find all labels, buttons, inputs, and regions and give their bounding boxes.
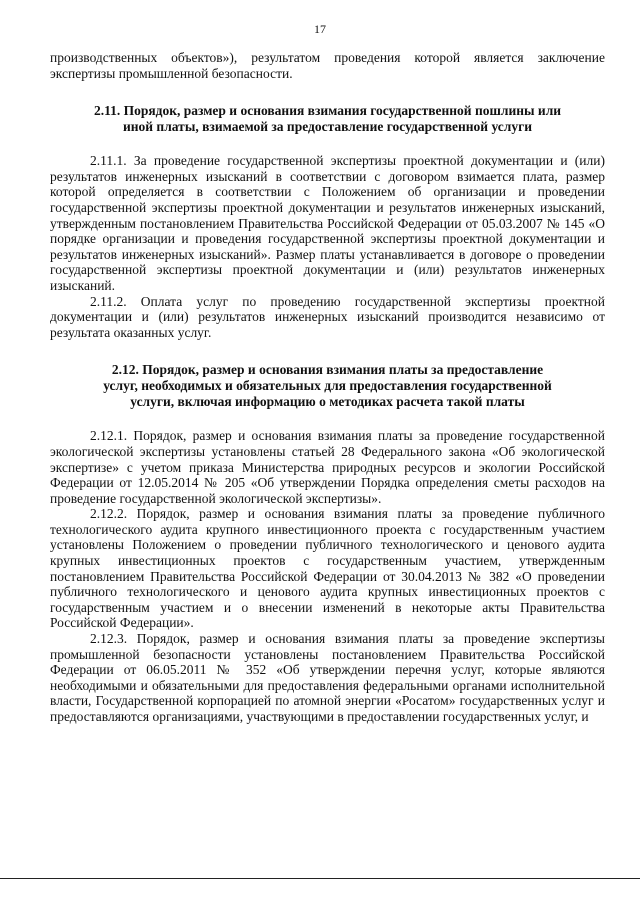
section-heading-2-11-line1: 2.11. Порядок, размер и основания взимания государственной пошлины или	[93, 103, 562, 119]
paragraph-2-11-1: 2.11.1. За проведение государственной экспертизы проектной документации и (или) результатов инженерных изысканий в соответствии с договором взимается плата, размер которой определяется в соответствии с Положением об организации и проведении государственной экспертизы проектной документации и результатов инженерных изысканий, утвержденным постановлением Правительства Российской Федерации от 05.03.2007 № 145 «О порядке организации и проведения государственной экспертизы проектной документации и результатов инженерных изысканий». Размер платы устанавливается в договоре о проведении государственной экспертизы проектной документации и (или) результатов инженерных изысканий.	[50, 153, 605, 293]
paragraph-2-12-3: 2.12.3. Порядок, размер и основания взимания платы за проведение экспертизы промышленной безопасности установлены постановлением Правительства Российской Федерации от 06.05.2011 № 352 «Об утверждении перечня услуг, которые являются необходимыми и обязательными для предоставления федеральными органами исполнительной власти, Государственной корпорацией по атомной энергии «Росатом» государственных услуг и предоставляются организациями, участвующими в предоставлении государственных услуг, и	[50, 631, 605, 724]
paragraph-2-12-1: 2.12.1. Порядок, размер и основания взимания платы за проведение государственной экологической экспертизы установлены статьей 28 Федерального закона «Об экологической экспертизе» с учетом приказа Министерства природных ресурсов и экологии Российской Федерации от 12.05.2014 № 205 «Об утверждении Порядка определения сметы расходов на проведение государственной экологической экспертизы».	[50, 428, 605, 506]
intro-paragraph: производственных объектов»), результатом проведения которой является заключение экспертизы промышленной безопасности.	[50, 50, 605, 81]
section-heading-2-12-line1: 2.12. Порядок, размер и основания взимания платы за предоставление	[111, 362, 544, 378]
section-heading-2-12	[50, 362, 605, 410]
section-heading-2-12-line3: услуги, включая информацию о методиках расчета такой платы	[130, 394, 525, 410]
section-heading-2-12-line2: услуг, необходимых и обязательных для предоставления государственной	[103, 378, 552, 394]
paragraph-2-12-2: 2.12.2. Порядок, размер и основания взимания платы за проведение публичного технологического аудита крупного инвестиционного проекта с государственным участием установлены Положением о проведении публичного технологического и ценового аудита крупных инвестиционных проектов с государственным участием, утвержденным постановлением Правительства Российской Федерации от 30.04.2013 № 382 «О проведении публичного технологического и ценового аудита крупных инвестиционных проектов с государственным участием и о внесении изменений в некоторые акты Правительства Российской Федерации».	[50, 506, 605, 631]
document-body	[50, 50, 605, 725]
paragraph-2-11-2: 2.11.2. Оплата услуг по проведению государственной экспертизы проектной документации и (или) результатов инженерных изысканий производится независимо от результата оказанных услуг.	[50, 293, 605, 340]
section-heading-2-11-line2: иной платы, взимаемой за предоставление государственной услуги	[122, 119, 533, 135]
footer-rule	[0, 878, 640, 879]
page-number: 17	[314, 22, 326, 36]
section-heading-2-11	[50, 103, 605, 135]
